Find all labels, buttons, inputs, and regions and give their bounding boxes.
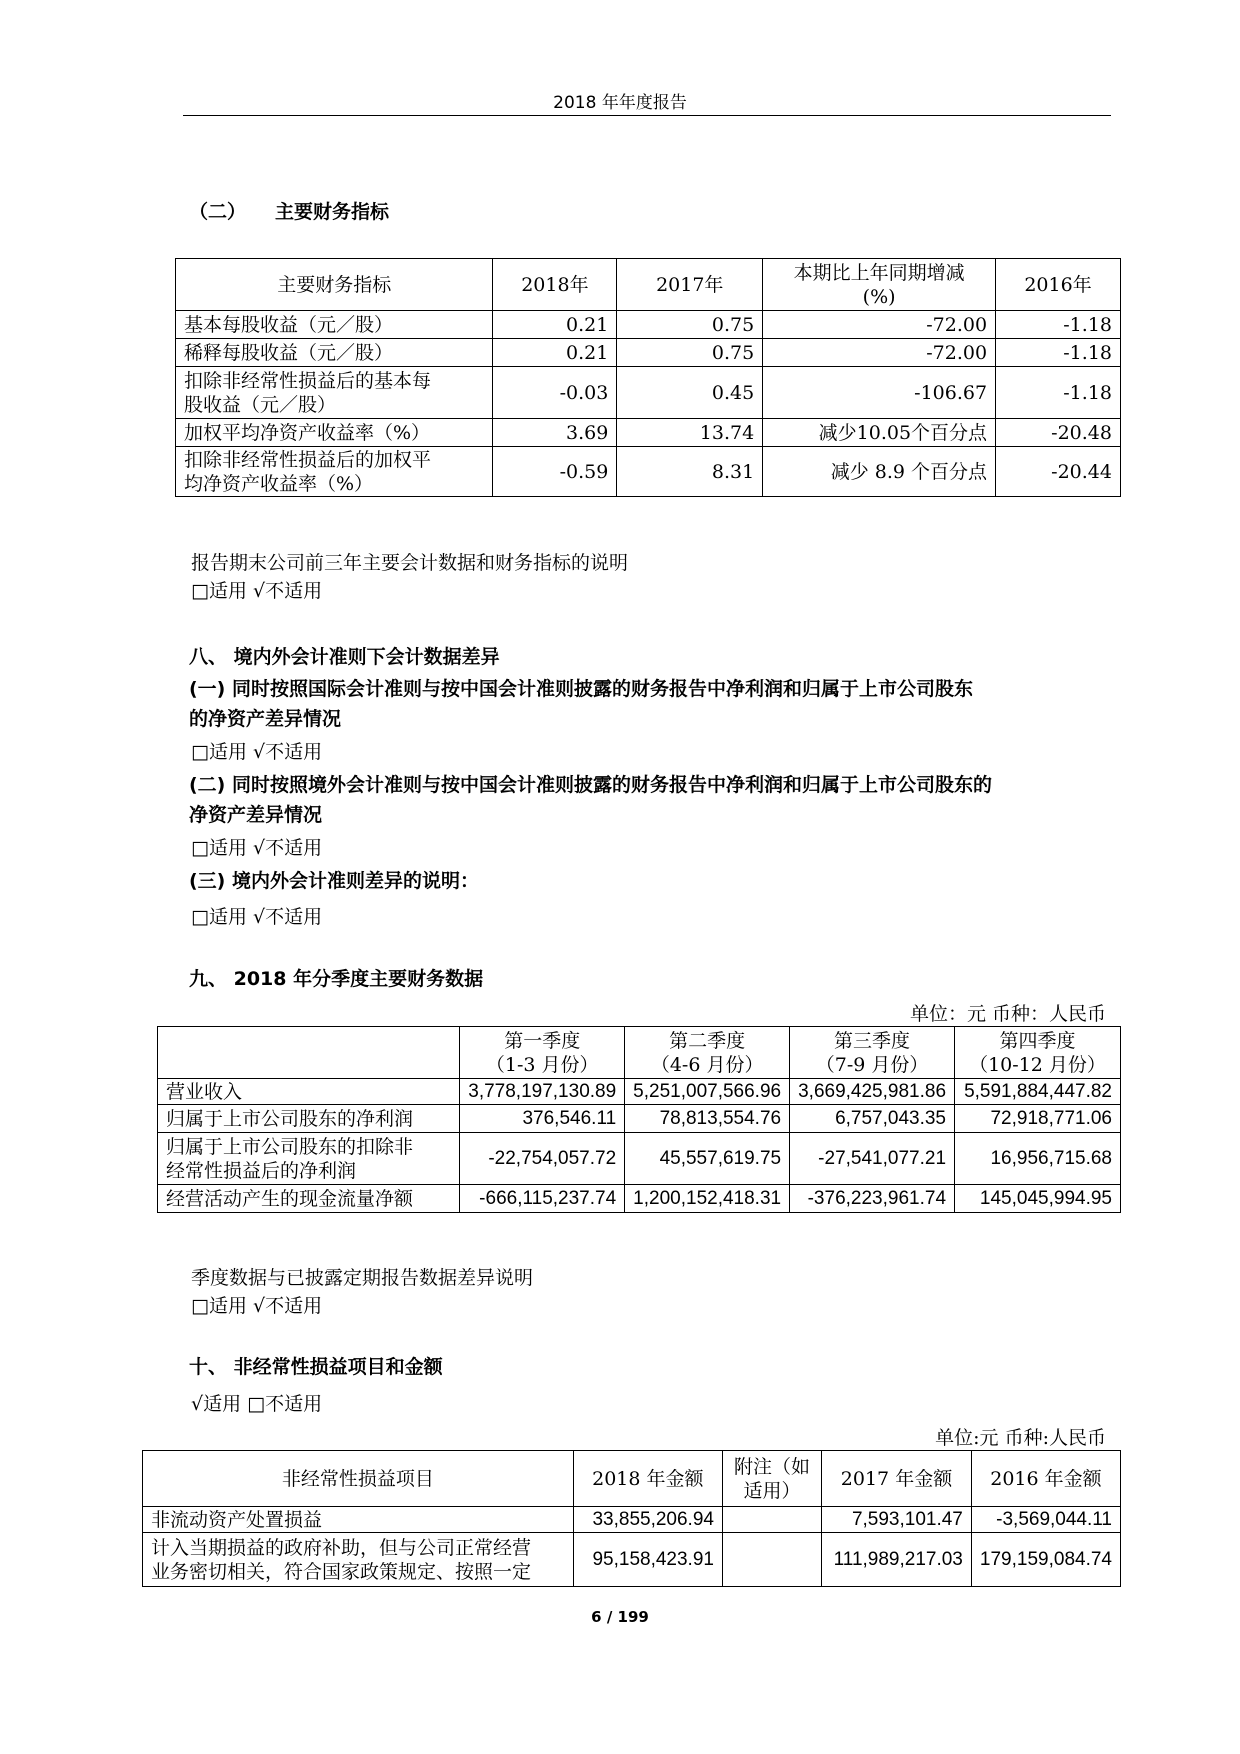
table-cell: 0.75 — [617, 339, 763, 367]
table-body — [158, 1027, 1121, 1213]
non-recurring-items-table — [142, 1450, 1121, 1587]
table-cell: 3.69 — [493, 419, 617, 447]
row-label: 计入当期损益的政府补助，但与公司正常经营 业务密切相关，符合国家政策规定、按照一定 — [143, 1533, 574, 1587]
section-title: 十、 非经常性损益项目和金额 — [189, 1356, 443, 1378]
table-cell: 1,200,152,418.31 — [625, 1185, 790, 1213]
table-row — [158, 1079, 1121, 1105]
column-header: 2017年 — [617, 259, 763, 311]
table-cell: 78,813,554.76 — [625, 1105, 790, 1133]
applicability-option: □适用 √不适用 — [191, 1295, 323, 1317]
table-cell — [722, 1507, 821, 1533]
page-header-title: 2018 年年度报告 — [553, 93, 687, 113]
table-cell: 0.21 — [493, 339, 617, 367]
table-cell: -27,541,077.21 — [790, 1133, 955, 1185]
table-cell: 减少 8.9 个百分点 — [763, 447, 996, 497]
table-cell: 72,918,771.06 — [955, 1105, 1121, 1133]
unit-label: 单位：元 币种：人民币 — [909, 1003, 1106, 1025]
table-cell: -72.00 — [763, 339, 996, 367]
row-label: 经营活动产生的现金流量净额 — [158, 1185, 460, 1213]
column-header: 主要财务指标 — [176, 259, 493, 311]
row-label: 归属于上市公司股东的净利润 — [158, 1105, 460, 1133]
table-row — [176, 311, 1121, 339]
table-cell: -1.18 — [996, 311, 1121, 339]
table-row — [143, 1507, 1121, 1533]
table-cell: -20.48 — [996, 419, 1121, 447]
row-label: 扣除非经常性损益后的加权平 均净资产收益率（%） — [176, 447, 493, 497]
table-body — [176, 259, 1121, 497]
column-header: 2017 年金额 — [822, 1451, 972, 1507]
table-cell: 95,158,423.91 — [573, 1533, 722, 1587]
table-row — [176, 419, 1121, 447]
table-cell: 16,956,715.68 — [955, 1133, 1121, 1185]
applicability-option: □适用 √不适用 — [191, 837, 323, 859]
explanation-note: 报告期末公司前三年主要会计数据和财务指标的说明 — [191, 552, 629, 574]
column-header: 2018年 — [493, 259, 617, 311]
table-cell: -376,223,961.74 — [790, 1185, 955, 1213]
table-cell: 0.21 — [493, 311, 617, 339]
table-header-row — [176, 259, 1121, 311]
table-cell: 45,557,619.75 — [625, 1133, 790, 1185]
table-cell: -20.44 — [996, 447, 1121, 497]
table-cell: 3,778,197,130.89 — [460, 1079, 625, 1105]
section-number: （二） — [189, 201, 247, 223]
table-row — [158, 1105, 1121, 1133]
financial-indicators-table — [175, 258, 1121, 497]
table-cell: -0.59 — [493, 447, 617, 497]
row-label: 归属于上市公司股东的扣除非 经常性损益后的净利润 — [158, 1133, 460, 1185]
table-cell: 179,159,084.74 — [971, 1533, 1120, 1587]
header-divider — [183, 115, 1111, 116]
table-cell: -1.18 — [996, 339, 1121, 367]
explanation-note: 季度数据与已披露定期报告数据差异说明 — [191, 1267, 534, 1289]
applicability-option: □适用 √不适用 — [191, 580, 323, 602]
table-body — [143, 1451, 1121, 1587]
table-cell: 3,669,425,981.86 — [790, 1079, 955, 1105]
table-row — [158, 1185, 1121, 1213]
table-cell: 5,251,007,566.96 — [625, 1079, 790, 1105]
table-cell: 0.45 — [617, 367, 763, 419]
row-label: 加权平均净资产收益率（%） — [176, 419, 493, 447]
table-cell: -72.00 — [763, 311, 996, 339]
table-cell: 376,546.11 — [460, 1105, 625, 1133]
table-cell: 33,855,206.94 — [573, 1507, 722, 1533]
column-header: 2018 年金额 — [573, 1451, 722, 1507]
unit-label: 单位:元 币种:人民币 — [935, 1427, 1106, 1449]
applicability-option: √适用 □不适用 — [191, 1393, 323, 1415]
quarterly-data-table — [157, 1026, 1121, 1213]
table-cell: 7,593,101.47 — [822, 1507, 972, 1533]
column-header: 本期比上年同期增减 (%) — [763, 259, 996, 311]
column-header: 第三季度 （7-9 月份） — [790, 1027, 955, 1079]
table-row — [158, 1133, 1121, 1185]
table-row — [143, 1533, 1121, 1587]
applicability-option: □适用 √不适用 — [191, 741, 323, 763]
table-header-row — [143, 1451, 1121, 1507]
table-cell: 8.31 — [617, 447, 763, 497]
page-number: 6 / 199 — [591, 1608, 649, 1626]
column-header: 2016 年金额 — [971, 1451, 1120, 1507]
table-cell: 5,591,884,447.82 — [955, 1079, 1121, 1105]
subsection-title: (二) 同时按照境外会计准则与按中国会计准则披露的财务报告中净利润和归属于上市公司股东的 净资产差异情况 — [189, 774, 992, 826]
section-title: 九、 2018 年分季度主要财务数据 — [189, 968, 484, 990]
table-cell: 减少10.05个百分点 — [763, 419, 996, 447]
table-cell: -1.18 — [996, 367, 1121, 419]
subsection-title: (三) 境内外会计准则差异的说明： — [189, 870, 479, 892]
applicability-option: □适用 √不适用 — [191, 906, 323, 928]
table-row — [176, 367, 1121, 419]
row-label: 扣除非经常性损益后的基本每 股收益（元／股） — [176, 367, 493, 419]
table-cell: -22,754,057.72 — [460, 1133, 625, 1185]
table-cell: -666,115,237.74 — [460, 1185, 625, 1213]
row-label: 非流动资产处置损益 — [143, 1507, 574, 1533]
column-header: 2016年 — [996, 259, 1121, 311]
column-header: 第二季度 （4-6 月份） — [625, 1027, 790, 1079]
subsection-title: (一) 同时按照国际会计准则与按中国会计准则披露的财务报告中净利润和归属于上市公司股东 的净资产差异情况 — [189, 678, 973, 730]
row-label: 基本每股收益（元／股） — [176, 311, 493, 339]
table-cell: 111,989,217.03 — [822, 1533, 972, 1587]
column-header: 第四季度 （10-12 月份） — [955, 1027, 1121, 1079]
column-header — [158, 1027, 460, 1079]
table-cell: 6,757,043.35 — [790, 1105, 955, 1133]
section-title: 主要财务指标 — [275, 201, 390, 223]
table-cell: -3,569,044.11 — [971, 1507, 1120, 1533]
row-label: 营业收入 — [158, 1079, 460, 1105]
table-row — [176, 339, 1121, 367]
column-header: 第一季度 （1-3 月份） — [460, 1027, 625, 1079]
table-cell: 145,045,994.95 — [955, 1185, 1121, 1213]
table-cell: -0.03 — [493, 367, 617, 419]
table-cell: -106.67 — [763, 367, 996, 419]
row-label: 稀释每股收益（元／股） — [176, 339, 493, 367]
table-cell — [722, 1533, 821, 1587]
table-cell: 13.74 — [617, 419, 763, 447]
table-header-row — [158, 1027, 1121, 1079]
column-header: 非经常性损益项目 — [143, 1451, 574, 1507]
column-header: 附注（如 适用） — [722, 1451, 821, 1507]
table-row — [176, 447, 1121, 497]
table-cell: 0.75 — [617, 311, 763, 339]
section-title: 八、 境内外会计准则下会计数据差异 — [189, 646, 500, 668]
